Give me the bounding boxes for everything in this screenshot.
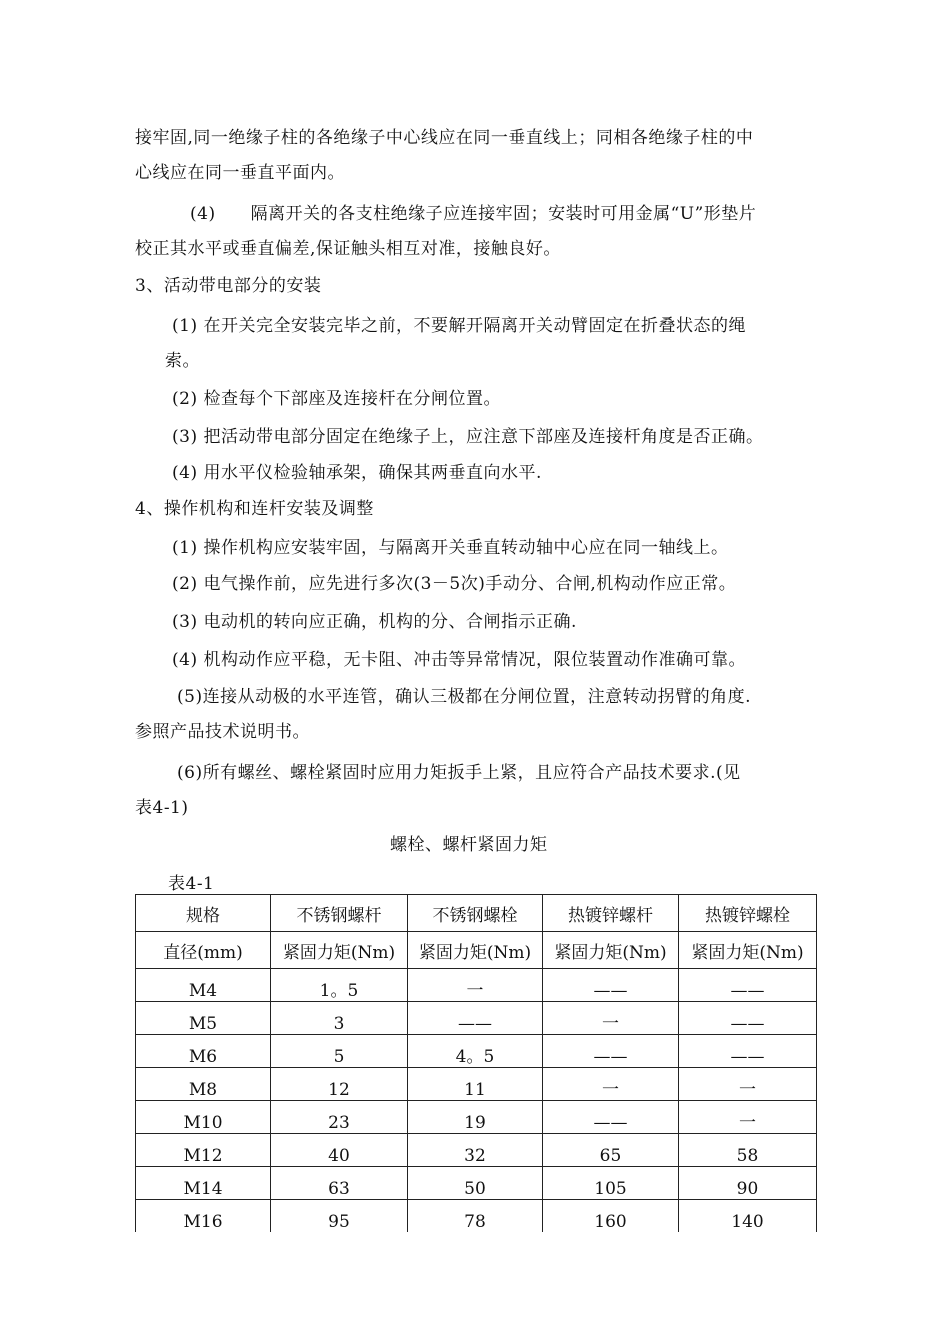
paragraph-line: (6)所有螺丝、螺栓紧固时应用力矩扳手上紧，且应符合产品技术要求.(见	[177, 763, 741, 783]
table-cell: 一	[679, 1068, 817, 1101]
paragraph-line: 表4-1)	[135, 798, 189, 818]
header-cell: 紧固力矩(Nm)	[543, 932, 679, 969]
table-cell: 58	[679, 1134, 817, 1167]
table-cell: 1。5	[271, 969, 408, 1002]
paragraph-line: (3) 电动机的转向应正确，机构的分、合闸指示正确.	[172, 612, 577, 632]
table-cell: M12	[136, 1134, 271, 1167]
table-cell: 一	[543, 1002, 679, 1035]
table-cell: M5	[136, 1002, 271, 1035]
table-cell: 78	[408, 1200, 543, 1233]
table-cell: ——	[543, 1035, 679, 1068]
table-row	[136, 1101, 817, 1134]
table-cell: M10	[136, 1101, 271, 1134]
paragraph-line: 接牢固,同一绝缘子柱的各绝缘子中心线应在同一垂直线上；同相各绝缘子柱的中	[135, 128, 754, 148]
table-cell: 32	[408, 1134, 543, 1167]
table-row	[136, 1134, 817, 1167]
header-cell: 紧固力矩(Nm)	[271, 932, 408, 969]
table-cell: 4。5	[408, 1035, 543, 1068]
header-cell: 直径(mm)	[136, 932, 271, 969]
paragraph-line: (4) 机构动作应平稳，无卡阻、冲击等异常情况，限位装置动作准确可靠。	[172, 650, 746, 670]
paragraph-line: 索。	[165, 351, 200, 371]
table-cell: 11	[408, 1068, 543, 1101]
table-cell: 160	[543, 1200, 679, 1233]
paragraph-line: (4) 用水平仪检验轴承架，确保其两垂直向水平.	[172, 463, 542, 483]
table-row	[136, 1002, 817, 1035]
table-cell: 5	[271, 1035, 408, 1068]
table-cell: ——	[679, 1002, 817, 1035]
table-cell: 23	[271, 1101, 408, 1134]
paragraph-line: (1) 在开关完全安装完毕之前，不要解开隔离开关动臂固定在折叠状态的绳	[172, 316, 746, 336]
paragraph-line: (5)连接从动极的水平连管，确认三极都在分闸位置，注意转动拐臂的角度.	[177, 687, 751, 707]
table-cell: M16	[136, 1200, 271, 1233]
table-row	[136, 969, 817, 1002]
paragraph-line: (2) 电气操作前，应先进行多次(3－5次)手动分、合闸,机构动作应正常。	[172, 574, 737, 594]
table-cell: ——	[543, 969, 679, 1002]
table-cell: M6	[136, 1035, 271, 1068]
table-header-row	[136, 895, 817, 932]
table-cell: ——	[679, 1035, 817, 1068]
table-cell: 12	[271, 1068, 408, 1101]
paragraph-line: (2) 检查每个下部座及连接杆在分闸位置。	[172, 389, 501, 409]
header-cell: 规格	[136, 895, 271, 932]
torque-table	[135, 894, 817, 1232]
table-cell: M8	[136, 1068, 271, 1101]
header-cell: 不锈钢螺杆	[271, 895, 408, 932]
section-heading: 4、操作机构和连杆安装及调整	[135, 499, 374, 519]
header-cell: 紧固力矩(Nm)	[679, 932, 817, 969]
table-label: 表4-1	[168, 874, 215, 894]
table-row	[136, 1167, 817, 1200]
table-cell: M4	[136, 969, 271, 1002]
header-cell: 热镀锌螺杆	[543, 895, 679, 932]
table-row	[136, 1200, 817, 1233]
paragraph-line: 校正其水平或垂直偏差,保证触头相互对准，接触良好。	[135, 239, 561, 259]
table-cell: 95	[271, 1200, 408, 1233]
header-cell: 热镀锌螺栓	[679, 895, 817, 932]
table-cell: ——	[543, 1101, 679, 1134]
table-cell: 65	[543, 1134, 679, 1167]
header-cell: 不锈钢螺栓	[408, 895, 543, 932]
table-cell: M14	[136, 1167, 271, 1200]
table-cell: ——	[408, 1002, 543, 1035]
table-cell: 19	[408, 1101, 543, 1134]
table-cell: 63	[271, 1167, 408, 1200]
table-cell: 40	[271, 1134, 408, 1167]
table-row	[136, 1068, 817, 1101]
table-cell: 一	[408, 969, 543, 1002]
paragraph-line: (3) 把活动带电部分固定在绝缘子上，应注意下部座及连接杆角度是否正确。	[172, 427, 764, 447]
table-row	[136, 1035, 817, 1068]
table-cell: 140	[679, 1200, 817, 1233]
table-header-row	[136, 932, 817, 969]
paragraph-line: (1) 操作机构应安装牢固，与隔离开关垂直转动轴中心应在同一轴线上。	[172, 538, 729, 558]
paragraph-line: (4) 隔离开关的各支柱绝缘子应连接牢固；安装时可用金属“U”形垫片	[190, 204, 757, 224]
section-heading: 3、活动带电部分的安装	[135, 276, 322, 296]
paragraph-line: 心线应在同一垂直平面内。	[135, 163, 345, 183]
table-title: 螺栓、螺杆紧固力矩	[390, 835, 548, 855]
table-cell: 50	[408, 1167, 543, 1200]
table-cell: 105	[543, 1167, 679, 1200]
header-cell: 紧固力矩(Nm)	[408, 932, 543, 969]
table-cell: 3	[271, 1002, 408, 1035]
table-cell: ——	[679, 969, 817, 1002]
table-cell: 一	[543, 1068, 679, 1101]
table-cell: 一	[679, 1101, 817, 1134]
table-cell: 90	[679, 1167, 817, 1200]
paragraph-line: 参照产品技术说明书。	[135, 722, 310, 742]
